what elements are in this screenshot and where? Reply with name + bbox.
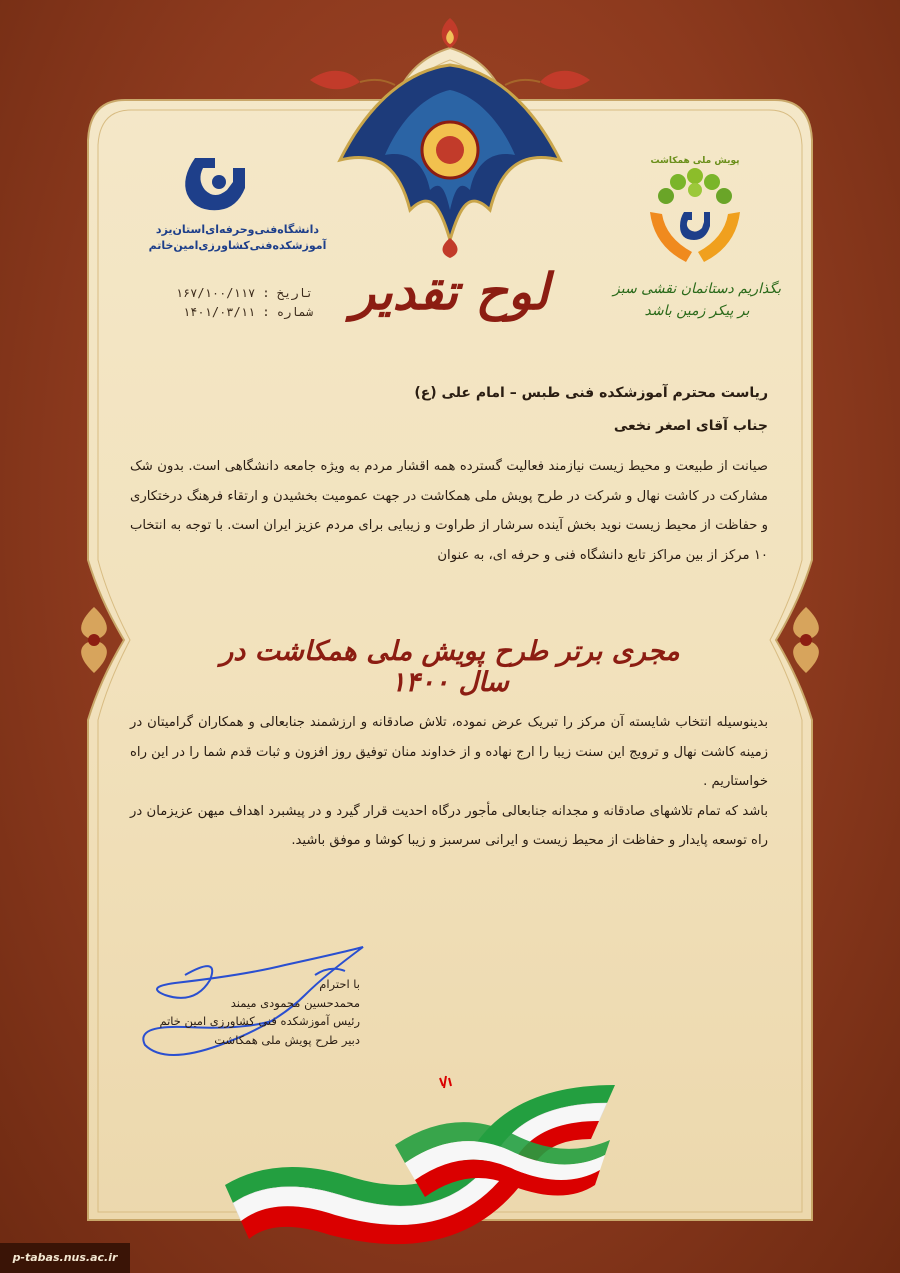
left-ornament <box>70 605 118 675</box>
iran-flag-ribbon <box>215 1045 715 1245</box>
signature-role-1: رئیس آموزشکده فنی کشاورزی امین خاتم <box>159 1014 360 1028</box>
slogan-line1: بگذاریم دستانمان نقشی سبز <box>613 281 781 297</box>
signature-block <box>130 975 360 1049</box>
award-title: مجری برتر طرح پویش ملی همکاشت در سال ۱۴۰۰ <box>220 636 680 698</box>
signature-closing: با احترام <box>319 977 360 991</box>
body-paragraph-2 <box>130 708 768 856</box>
campaign-slogan <box>612 278 782 322</box>
university-logo <box>175 150 255 225</box>
website-watermark: p-tabas.nus.ac.ir <box>0 1243 130 1273</box>
date-line: تاریخ : ۱۶۷/۱۰۰/۱۱۷ <box>175 286 313 300</box>
paragraph-2-text: بدینوسیله انتخاب شایسته آن مرکز را تبریک عرض نموده، تلاش صادقانه و ارزشمند جنابعالی و همکاران گرامیتان در زمینه کاشت نهال و ترویج این سنت زیبا را ارج نهاده و از خداوند منان توفیق روز افزون و ثبات قدم شما را در این راه خواستاریم . <box>130 715 768 789</box>
signature-name: محمدحسین محمودی میمند <box>230 995 360 1010</box>
campaign-title: پویش ملی همکاشت <box>650 156 740 166</box>
paragraph-3-text: باشد که تمام تلاشهای صادقانه و مجدانه جنابعالی مأجور درگاه احدیت قرار گیرد و در پیشبرد اهداف میهن عزیزمان در راه توسعه پایدار و حفاظت از محیط زیست و ایرانی سرسبز و زیبا کوشا و موفق باشید. <box>130 803 768 848</box>
campaign-logo <box>640 160 750 270</box>
right-ornament <box>782 605 830 675</box>
certificate-title: لوح تقدیر <box>351 262 549 321</box>
slogan-line2: بر پیکر زمین باشد <box>644 303 750 319</box>
body-paragraph-1: صیانت از طبیعت و محیط زیست نیازمند فعالیت گسترده همه اقشار مردم به ویژه جامعه دانشگاهی است. بدون شک مشارکت در کاشت نهال و شرکت در طرح پویش ملی همکاشت در جهت عمومیت بخشیدن و ارتقاء فرهنگ درختکاری و حفاظت از محیط زیست نوید بخش آینده سرشار از طراوت و زیبایی برای مردم عزیز ایران است. با توجه به انتخاب ۱۰ مرکز از بین مراکز تابع دانشگاه فنی و حرفه ای، به عنوان <box>130 459 768 563</box>
university-name <box>130 222 345 254</box>
top-ornament <box>300 10 600 260</box>
university-name-line1: دانشگاه‌فنی‌و‌حرفه‌ای‌استان‌یزد <box>155 223 320 236</box>
reference-meta <box>118 284 313 322</box>
university-name-line2: آموزشکده‌فنی‌کشاورزی‌امین‌خاتم <box>148 239 327 252</box>
number-line: شماره : ۱۴۰۱/۰۳/۱۱ <box>182 305 313 319</box>
recipient-name: جناب آقای اصغر نخعی <box>613 418 768 434</box>
recipient-title: ریاست محترم آموزشکده فنی طبس – امام علی (ع) <box>414 385 768 401</box>
signature-role-2: دبیر طرح پویش ملی همکاشت <box>214 1032 360 1047</box>
